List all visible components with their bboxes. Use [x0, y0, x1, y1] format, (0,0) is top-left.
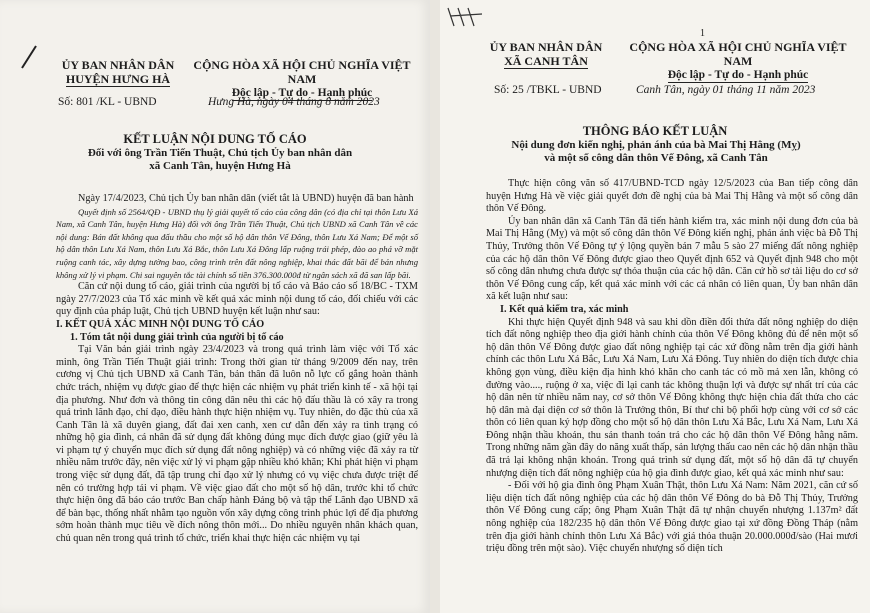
- left-paragraph: Căn cứ nội dung tố cáo, giải trình của người bị tố cáo và Báo cáo số 18/BC - TXM ngày 27/7/2023 của Tổ xác minh về kết quả xác minh nội dung tố cáo, đối chiếu với các quy định của pháp luật, Chủ tịch UBND huyện kết luận như sau:: [56, 281, 418, 318]
- right-org-line1: ỦY BAN NHÂN DÂN: [489, 40, 603, 54]
- margin-mark-icon: [18, 44, 42, 70]
- left-org-line1: ỦY BAN NHÂN DÂN: [61, 58, 175, 72]
- left-national-header: [182, 58, 422, 101]
- left-motto: Độc lập - Tự do - Hạnh phúc: [231, 87, 373, 99]
- left-paragraph: Quyết định số 2564/QĐ - UBND thụ lý giải quyết tố cáo của công dân (có địa chỉ tại thôn Lưu Xá Nam, xã Canh Tân, huyện Hưng Hà) đối với ông Trần Tiến Thuật, Chủ tịch UBND xã Canh Tân về các nội dung: Bán đất không qua đấu thầu cho một số hộ dân thôn Vế Đông, thôn Lưu Xá Nam; Để một số hộ dân thôn Lưu Xá Nam, thôn Lưu Xá Bắc, thôn Lưu Xá Đông lấp ruộng trái phép, đào ao phá vỡ mặt ruộng canh tác, xây dựng tường bao, công trình trên đất nông nghiệp, khai thác đất bãi để bán nhưng không xử lý vi phạm. Chi sai nguyên tắc tài chính số tiền 376.300.000đ từ ngân sách xã đã san lấp bãi.: [56, 206, 418, 280]
- left-paragraph: Ngày 17/4/2023, Chủ tịch Ủy ban nhân dân (viết tắt là UBND) huyện đã ban hành: [78, 193, 414, 204]
- left-doc-date: Hưng Hà, ngày 04 tháng 8 năm 2023: [208, 96, 380, 108]
- left-paragraph: I. KẾT QUẢ XÁC MINH NỘI DUNG TỐ CÁO: [56, 318, 265, 330]
- right-doc-number: Số: 25 /TBKL - UBND: [494, 84, 602, 96]
- right-paragraph: - Đối với hộ gia đình ông Phạm Xuân Thật, thôn Lưu Xá Nam: Năm 2021, căn cứ số liệu diện tích đất nông nghiệp của các hộ dân thôn Vế Đông do bà Đỗ Thị Thủy, Trưởng thôn Vế Đông cung cấp; ông Phạm Xuân Thật đã tự nhận chuyển nhượng 1.137m² đất nông nghiệp của 182/235 hộ dân thôn Vế Đông được giao tại xứ đồng Đồng Tháp (nằm trên địa giới hành chính thôn Lưu Xá Bắc) với giá thỏa thuận 20.000.000đ/sào (Hai mươi triệu đồng trên một sào). Việc chuyển nhượng số diện tích: [486, 480, 858, 555]
- left-document-page: [0, 0, 430, 613]
- left-doc-body: [56, 193, 418, 546]
- left-subtitle-line2: xã Canh Tân, huyện Hưng Hà: [149, 160, 291, 172]
- left-nation-name: CỘNG HÒA XÃ HỘI CHỦ NGHĨA VIỆT NAM: [193, 58, 411, 86]
- right-doc-subtitle: [460, 139, 852, 165]
- left-issuing-org: [52, 58, 184, 87]
- right-nation-name: CỘNG HÒA XÃ HỘI CHỦ NGHĨA VIỆT NAM: [629, 40, 847, 68]
- left-org-line2: HUYỆN HƯNG HÀ: [65, 72, 171, 86]
- right-page-number: 1: [700, 28, 705, 39]
- left-doc-title: KẾT LUẬN NỘI DUNG TỐ CÁO: [123, 132, 307, 146]
- right-doc-title: THÔNG BÁO KẾT LUẬN: [582, 124, 728, 138]
- left-doc-subtitle: [30, 147, 410, 173]
- right-subtitle-line1: Nội dung đơn kiến nghị, phản ánh của bà Mai Thị Hằng (Mỵ): [511, 139, 801, 151]
- right-subtitle-line2: và một số công dân thôn Vế Đông, xã Canh Tân: [544, 152, 768, 164]
- margin-scribble-icon: [444, 4, 490, 30]
- right-national-header: [614, 40, 862, 83]
- right-document-page: [440, 0, 870, 613]
- right-motto: Độc lập - Tự do - Hạnh phúc: [667, 69, 809, 81]
- right-org-line2: XÃ CANH TÂN: [504, 54, 588, 68]
- right-paragraph: Thực hiện công văn số 417/UBND-TCD ngày 12/5/2023 của Ban tiếp công dân huyện Hưng Hà về việc giải quyết đơn đề nghị của bà Mai Thị Hằng và một số công dân thôn Vế Đông.: [486, 178, 858, 215]
- right-doc-body: [486, 178, 858, 556]
- right-paragraph: Khi thực hiện Quyết định 948 và sau khi dồn điền đổi thửa đất nông nghiệp do diện tích đất nông nghiệp theo địa giới hành chính của thôn Vế Đông không đủ để nên một số hộ dân thôn Vế Đông được giao đất nông nghiệp tại các xứ đồng nằm trên địa giới hành chính các thôn Lưu Xá Bắc, Lưu Xá Nam, Lưu Xá Đông. Tuy nhiên do diện tích được chia không gọn vùng, điều kiện địa hình khó khăn cho canh tác có mồ mả xen lẫn, không có đường vào...., ruộng ở xa, việc đi lại canh tác không thuận lợi và được sự nhất trí của các hộ dân nên từ nhiều năm nay, cơ sở thôn Vế Đông không thực hiện chia đất thửa cho các hộ dân mà đại diện cơ sở thôn là Trưởng thôn, Bí thư chi bộ phối hợp cùng với cơ sở các thôn có liên quan ký hợp đồng cho một số hộ dân thôn Lưu Xá Bắc, Lưu Xá Nam, Lưu Xá Đông nhận thầu khoán, thu sản thanh toán trả cho các hộ dân thôn Vế Đông hằng năm. Trong những năm gần đây do năng xuất thấp, sản lượng thấu cao nên các hộ dân nhận thầu đã trả lại không nhận khoán. Trong quá trình sử dụng đất, một số hộ dân đã tự chuyển nhượng diện tích đất nông nghiệp của hộ gia đình được giao, kết quả xác minh như sau:: [486, 316, 858, 479]
- right-paragraph: Ủy ban nhân dân xã Canh Tân đã tiến hành kiểm tra, xác minh nội dung đơn của bà Mai Thị Hằng (Mỵ) và một số công dân thôn Vế Đông kiến nghị, phản ánh việc bà Đỗ Thị Thủy, Trưởng thôn Vế Đông tự ý lộng quyền bán 7 mẫu 5 sào 27 miếng đất nông nghiệp của các hộ dân thôn Vế Đông được giao theo Quyết định 652 và Quyết định 948 cho một số công dân nhưng chưa được sự thỏa thuận của các hộ dân. Căn cứ hồ sơ tài liệu do cơ sở thôn Vế Đông cung cấp, kết quả xác minh với các cá nhân có liên quan, Ủy ban nhân dân xã kết luận như sau:: [486, 215, 858, 303]
- left-subtitle-line1: Đối với ông Trần Tiến Thuật, Chủ tịch Ủy ban nhân dân: [87, 147, 353, 159]
- right-doc-date: Canh Tân, ngày 01 tháng 11 năm 2023: [636, 84, 816, 96]
- left-doc-number: Số: 801 /KL - UBND: [58, 96, 157, 108]
- left-paragraph: 1. Tóm tắt nội dung giải trình của người bị tố cáo: [70, 331, 284, 343]
- left-paragraph: Tại Văn bản giải trình ngày 23/4/2023 và trong quá trình làm việc với Tổ xác minh, ông Trần Tiến Thuật giải trình: Trong thời gian từ tháng 9/2009 đến nay, trên cương vị Chủ tịch UBND xã Canh Tân, bản thân đã luôn nỗ lực cố gắng hoàn thành chức trách, nhiệm vụ được giao để thực hiện các nhiệm vụ phát triển kinh tế - xã hội tại địa phương. Như đơn và thông tin công dân nêu thì các hộ đấu thầu là có xây ra trong quá trình lãnh đạo, chỉ đạo, điều hành thực hiện nhiệm vụ. Tuy nhiên, do đặc thù của xã Canh Tân là xã duyên giang, đất đai xen canh, xen cư dẫn đến xảy ra tình trạng có những hộ gia đình, cá nhân đã sử dụng đất không đúng mục đích được giao (giữ yêu là vi phạm tự ý chuyển mục đích sử dụng đất nông nghiệp) và có những việc đã xảy ra từ nhiều năm trước đây, nên việc xử lý vi phạm gặp nhiều khó khăn; Khi phát hiện vi phạm trong việc sử dụng đất, đã tập trung chỉ đạo xử lý nhưng có vụ việc chưa được triệt để nên có trường hợp tái vi phạm. Về việc giao đất cho một số hộ dân, trước khi tổ chức thực hiện ông đã báo cáo trước Ban chấp hành Đảng bộ và tập thể Lãnh đạo UBND xã để bàn bạc, thống nhất nhằm tạo nguồn vốn xây dựng công trình phúc lợi để địa phương sớm hoàn thành mục tiêu về đích nông thôn mới... Do nhiều nguyên nhân khách quan, chủ quan nên trong quá trình tổ chức, triển khai thực hiện các nhiệm vụ tại: [56, 344, 418, 545]
- right-paragraph: I. Kết quả kiểm tra, xác minh: [500, 303, 629, 315]
- right-issuing-org: [482, 40, 610, 69]
